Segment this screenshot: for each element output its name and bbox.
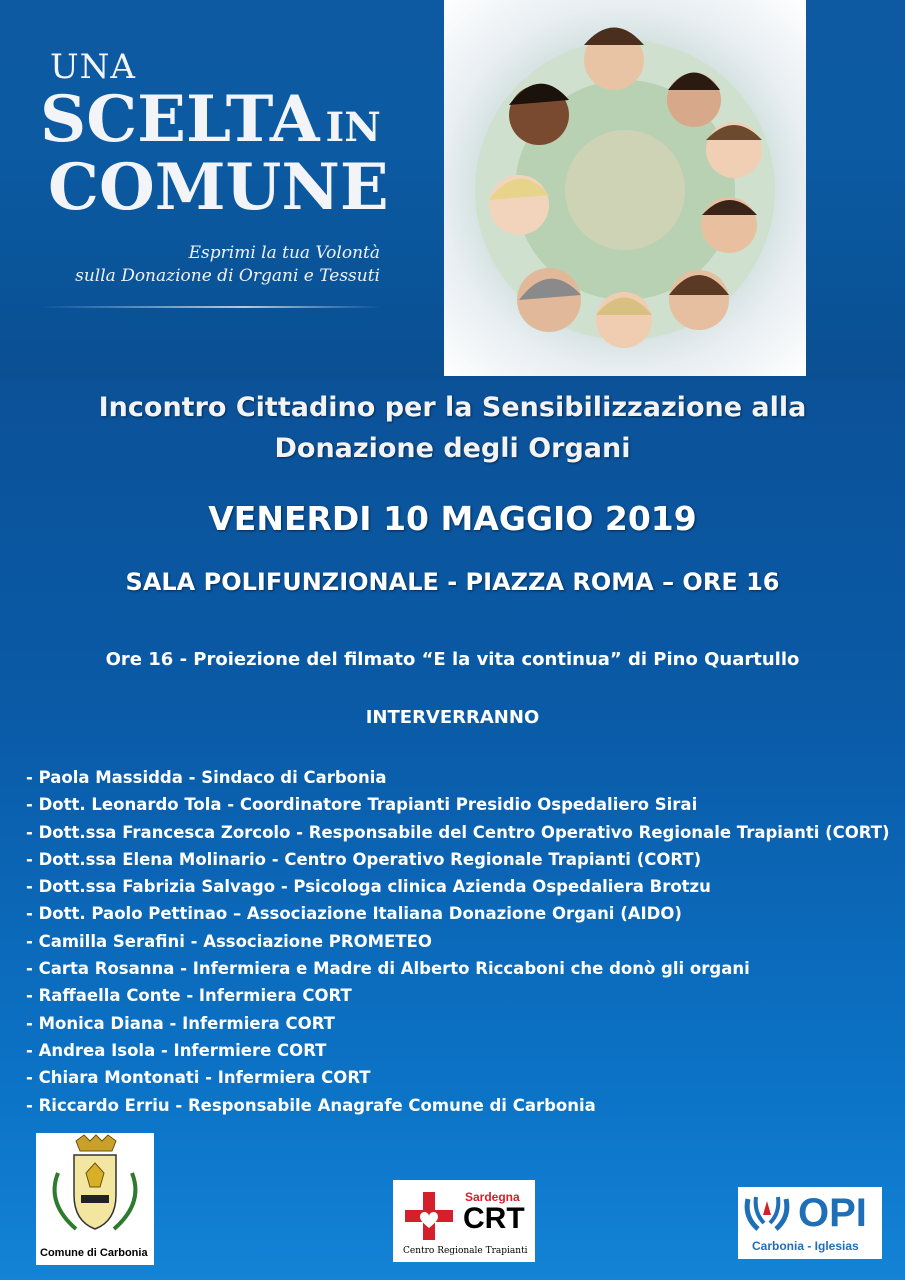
speaker-item: - Carta Rosanna - Infermiera e Madre di Alberto Riccaboni che donò gli organi [26,959,750,979]
title-line-2 [40,82,400,157]
carbonia-label: Comune di Carbonia [40,1247,148,1259]
speaker-item: - Riccardo Erriu - Responsabile Anagrafe Comune di Carbonia [26,1095,596,1115]
globe-center [565,130,685,250]
event-date: VENERDI 10 MAGGIO 2019 [208,499,697,538]
crt-caption: Centro Regionale Trapianti [403,1246,528,1256]
speaker-item: - Dott.ssa Francesca Zorcolo - Responsabile del Centro Operativo Regionale Trapianti (CORT) [26,822,890,842]
speaker-item: - Camilla Serafini - Associazione PROMETEO [26,931,432,951]
speaker-item: - Dott.ssa Fabrizia Salvago - Psicologa clinica Azienda Ospedaliera Brotzu [26,877,711,897]
event-location: SALA POLIFUNZIONALE - PIAZZA ROMA – ORE 16 [125,568,780,596]
title-word-scelta: SCELTA [40,82,320,157]
title-line-3: COMUNE [48,150,389,225]
speaker-item: - Dott.ssa Elena Molinario - Centro Operativo Regionale Trapianti (CORT) [26,849,702,869]
speakers-heading: INTERVERRANNO [365,707,540,728]
sardinia-cross-icon [401,1188,457,1244]
speaker-item: - Paola Massidda - Sindaco di Carbonia [26,768,387,787]
speaker-item: - Monica Diana - Infermiera CORT [26,1013,335,1033]
speaker-item: - Dott. Paolo Pettinao – Associazione Italiana Donazione Organi (AIDO) [26,904,682,924]
opi-hands-icon [742,1191,792,1235]
event-program: Ore 16 - Proiezione del filmato “E la vita continua” di Pino Quartullo [105,649,800,670]
event-title [0,388,905,469]
people-circle-illustration [444,0,806,376]
speaker-item: - Chiara Montonati - Infermiera CORT [26,1068,371,1088]
speakers-list [26,764,901,1119]
event-title-line-2: Donazione degli Organi [274,432,631,464]
crt-name: CRT [463,1202,525,1235]
speaker-item: - Andrea Isola - Infermiere CORT [26,1040,327,1060]
subtitle-line-1: Esprimi la tua Volontà [188,243,380,263]
subtitle-divider [40,306,380,308]
campaign-subtitle [40,242,380,288]
crt-region: Sardegna [465,1190,520,1204]
opi-name: OPI [798,1191,867,1235]
carbonia-logo [36,1133,154,1265]
speaker-item: - Dott. Leonardo Tola - Coordinatore Trapianti Presidio Ospedaliero Sirai [26,795,698,815]
campaign-logo [40,47,400,308]
carbonia-crest-icon [36,1133,154,1245]
opi-logo [738,1187,882,1259]
title-word-in: IN [325,104,381,151]
people-circle-photo [444,0,806,376]
title-line-1: UNA [50,47,136,87]
speaker-item: - Raffaella Conte - Infermiera CORT [26,986,352,1006]
event-title-line-1: Incontro Cittadino per la Sensibilizzazione alla [98,392,807,423]
subtitle-line-2: sulla Donazione di Organi e Tessuti [75,265,380,286]
opi-caption: Carbonia - Iglesias [752,1239,859,1253]
crt-logo [393,1180,535,1262]
